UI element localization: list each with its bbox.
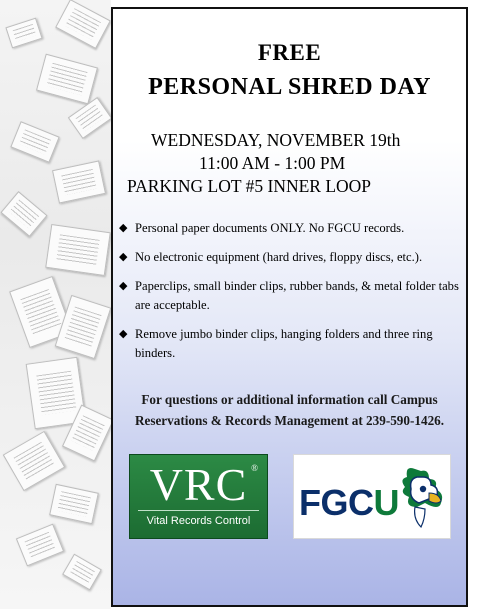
vrc-divider — [138, 510, 259, 511]
paper-fragment — [55, 0, 111, 49]
fgcu-wordmark-fgc: FGC — [299, 482, 374, 523]
flyer-title-line2: PERSONAL SHRED DAY — [148, 74, 431, 100]
diamond-bullet-icon: ◆ — [119, 251, 128, 263]
bullet-text: Paperclips, small binder clips, rubber bands, & metal folder tabs are acceptable. — [135, 279, 459, 312]
contact-info — [113, 389, 466, 431]
event-time: 11:00 AM - 1:00 PM — [199, 153, 346, 173]
eagle-mascot-icon — [395, 463, 447, 533]
bullet-text: Personal paper documents ONLY. No FGCU records. — [135, 221, 405, 235]
paper-fragment — [45, 224, 111, 276]
paper-fragment — [68, 97, 111, 139]
event-date: WEDNESDAY, NOVEMBER 19th — [151, 130, 401, 150]
fgcu-wordmark — [299, 482, 399, 524]
list-item — [119, 325, 461, 363]
paper-fragment — [0, 191, 47, 237]
paper-fragment — [36, 54, 98, 105]
shredded-paper-graphic — [0, 0, 111, 609]
fgcu-logo — [293, 454, 451, 539]
list-item — [119, 219, 461, 238]
contact-line2: Reservations & Records Management at 239-590-1426. — [134, 413, 445, 428]
vrc-logo-subtitle: Vital Records Control — [146, 515, 251, 527]
list-item — [119, 248, 461, 267]
bullet-text: No electronic equipment (hard drives, floppy discs, etc.). — [135, 250, 423, 264]
contact-line1: For questions or additional information call Campus — [141, 392, 438, 407]
paper-fragment — [52, 160, 106, 203]
bullet-text: Remove jumbo binder clips, hanging folders and three ring binders. — [135, 327, 433, 360]
fgcu-wordmark-u: U — [373, 482, 399, 523]
paper-fragment — [3, 431, 66, 491]
diamond-bullet-icon: ◆ — [119, 328, 128, 340]
vrc-logo — [129, 454, 268, 539]
registered-icon: ® — [251, 463, 258, 473]
paper-fragment — [55, 295, 111, 359]
diamond-bullet-icon: ◆ — [119, 280, 128, 292]
diamond-bullet-icon: ◆ — [119, 222, 128, 234]
paper-fragment — [16, 524, 64, 567]
paper-fragment — [49, 484, 99, 524]
paper-fragment — [5, 18, 42, 49]
event-location: PARKING LOT #5 INNER LOOP — [127, 176, 372, 196]
flyer-title-line1: FREE — [257, 40, 322, 65]
paper-fragment — [10, 121, 59, 163]
vrc-logo-mark: VRC — [149, 459, 248, 510]
flyer-panel — [111, 7, 468, 607]
list-item — [119, 277, 461, 315]
guidelines-list — [119, 219, 461, 373]
paper-fragment — [62, 554, 102, 591]
